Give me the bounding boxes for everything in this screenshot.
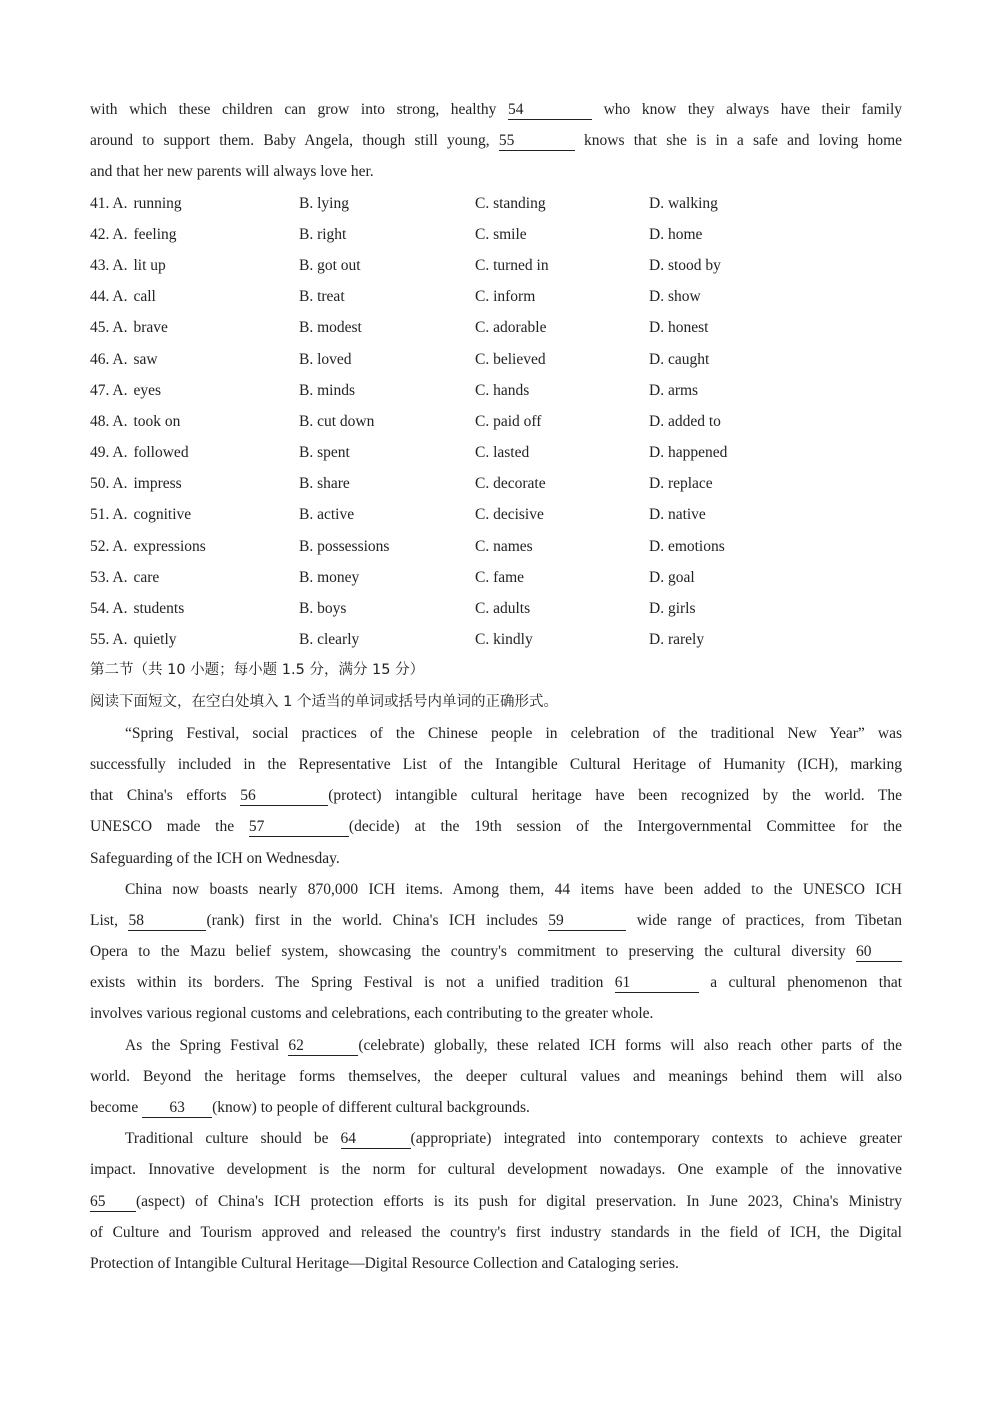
option-b: B. treat: [299, 288, 345, 306]
option-d: D. stood by: [649, 256, 721, 274]
p4-line: [90, 1186, 902, 1217]
option-d: D. caught: [649, 350, 710, 368]
question-number: 41. A.: [90, 194, 128, 212]
p3-line: [90, 1092, 902, 1123]
question-number: 47. A.: [90, 381, 128, 399]
p2-text: a cultural phenomenon that: [710, 974, 903, 992]
p1-line: “Spring Festival, social practices of the Chinese people in celebration of the traditional New Year” was: [125, 724, 902, 742]
option-b: B. minds: [299, 381, 355, 399]
passage-text: around to support them. Baby Angela, though still young,: [90, 132, 490, 150]
option-d: D. native: [649, 506, 706, 524]
passage-text: knows that she is in a safe and loving home: [584, 132, 902, 150]
option-a: [90, 499, 299, 530]
option-d: D. happened: [649, 444, 728, 462]
option-a-text: call: [133, 288, 156, 306]
p4-text: Traditional culture should be: [125, 1130, 329, 1148]
option-c: C. believed: [475, 350, 546, 368]
p2-line: China now boasts nearly 870,000 ICH items. Among them, 44 items have been added to the UNESCO ICH: [125, 880, 902, 898]
p1-line: successfully included in the Representative List of the Intangible Cultural Heritage of Humanity (ICH), marking: [90, 755, 902, 773]
p2-text: wide range of practices, from Tibetan: [636, 911, 903, 929]
option-b: B. boys: [299, 600, 347, 617]
passage-line: and that her new parents will always love her.: [90, 163, 374, 181]
blank-60: 60: [856, 943, 902, 962]
option-c: C. lasted: [475, 444, 530, 462]
option-d: D. rarely: [649, 631, 705, 649]
p3-text: (know) to people of different cultural backgrounds.: [212, 1099, 530, 1116]
p2-line: [90, 936, 902, 967]
passage-text: with which these children can grow into strong, healthy: [90, 101, 497, 118]
option-a: [90, 188, 299, 219]
p3-text: As the Spring Festival: [125, 1036, 280, 1054]
option-c: C. standing: [475, 194, 546, 212]
p3-text: become: [90, 1099, 139, 1116]
question-row: [90, 406, 902, 437]
option-d: D. arms: [649, 381, 699, 399]
blank-64: 64: [341, 1130, 411, 1149]
option-d: D. replace: [649, 475, 713, 493]
option-b: B. right: [299, 225, 347, 243]
question-row: [90, 499, 902, 530]
option-c: C. turned in: [475, 256, 549, 274]
blank-65: 65: [90, 1193, 136, 1212]
option-c: C. hands: [475, 381, 530, 399]
question-number: 42. A.: [90, 225, 128, 243]
option-a-text: eyes: [133, 381, 162, 399]
options-list: [90, 188, 902, 656]
p1-line: Safeguarding of the ICH on Wednesday.: [90, 849, 340, 867]
question-number: 45. A.: [90, 319, 128, 337]
option-d: D. honest: [649, 319, 709, 337]
option-c: C. paid off: [475, 412, 542, 430]
p3-line: [90, 1030, 902, 1061]
p1-text: (protect) intangible cultural heritage have been recognized by the world. The: [328, 787, 903, 805]
option-a: [90, 437, 299, 468]
option-b: B. got out: [299, 256, 361, 274]
question-number: 43. A.: [90, 256, 128, 274]
question-row: [90, 437, 902, 468]
section-heading: 第二节（共 10 小题；每小题 1.5 分，满分 15 分）: [90, 662, 425, 679]
question-number: 44. A.: [90, 288, 128, 306]
passage-line: [90, 94, 902, 125]
option-d: D. goal: [649, 568, 695, 586]
option-a-text: students: [133, 600, 185, 617]
p2-text: (rank) first in the world. China's ICH includes: [206, 911, 538, 929]
option-d: D. emotions: [649, 537, 725, 555]
option-a: [90, 312, 299, 343]
option-a: [90, 624, 299, 655]
option-a-text: running: [133, 194, 182, 212]
question-row: [90, 562, 902, 593]
p1-text: UNESCO made the: [90, 818, 235, 836]
exam-page: [90, 94, 902, 1279]
option-a: [90, 344, 299, 375]
p4-text: (appropriate) integrated into contemporary contexts to achieve greater: [410, 1130, 903, 1148]
question-row: [90, 375, 902, 406]
blank-59: 59: [548, 912, 626, 931]
option-a-text: care: [133, 568, 160, 586]
question-row: [90, 593, 902, 624]
question-number: 52. A.: [90, 537, 128, 555]
question-row: [90, 344, 902, 375]
blank-63: 63: [142, 1099, 212, 1118]
option-b: B. money: [299, 568, 360, 586]
passage-text: who know they always have their family: [603, 101, 903, 118]
passage-line: [90, 125, 902, 156]
blank-58: 58: [128, 912, 206, 931]
section-instruction: 阅读下面短文，在空白处填入 1 个适当的单词或括号内单词的正确形式。: [90, 693, 558, 710]
p1-line: [90, 780, 902, 811]
question-row: [90, 531, 902, 562]
option-b: B. cut down: [299, 412, 375, 430]
p3-line: world. Beyond the heritage forms themselves, the deeper cultural values and meanings behind them will also: [90, 1067, 902, 1085]
option-a: [90, 531, 299, 562]
option-a-text: took on: [133, 412, 181, 430]
option-a: [90, 219, 299, 250]
question-number: 51. A.: [90, 506, 128, 524]
option-b: B. modest: [299, 319, 362, 337]
option-b: B. loved: [299, 350, 352, 368]
option-c: C. kindly: [475, 631, 533, 649]
option-a: [90, 250, 299, 281]
option-b: B. active: [299, 506, 355, 524]
question-number: 53. A.: [90, 568, 128, 586]
blank-61: 61: [615, 974, 699, 993]
blank-54: 54: [508, 101, 592, 120]
option-c: C. inform: [475, 288, 536, 306]
option-a-text: cognitive: [133, 506, 192, 524]
question-row: [90, 219, 902, 250]
p4-text: (aspect) of China's ICH protection efforts is its push for digital preservation. In June 2023, China's Ministry: [136, 1192, 902, 1210]
blank-62: 62: [288, 1037, 358, 1056]
option-c: C. names: [475, 537, 533, 555]
option-d: D. show: [649, 288, 701, 306]
question-row: [90, 250, 902, 281]
p4-line: Protection of Intangible Cultural Heritage—Digital Resource Collection and Cataloging series.: [90, 1254, 679, 1272]
option-b: B. clearly: [299, 631, 360, 649]
question-row: [90, 624, 902, 655]
option-a-text: followed: [133, 444, 189, 462]
p2-line: [90, 905, 902, 936]
option-a-text: expressions: [133, 537, 206, 555]
option-a-text: brave: [133, 319, 168, 337]
question-number: 50. A.: [90, 475, 128, 493]
option-a-text: quietly: [133, 631, 177, 649]
option-a-text: lit up: [133, 256, 166, 274]
option-c: C. fame: [475, 568, 525, 586]
option-a: [90, 562, 299, 593]
option-c: C. smile: [475, 225, 527, 243]
option-a: [90, 593, 299, 624]
option-d: D. walking: [649, 194, 718, 212]
question-row: [90, 281, 902, 312]
option-b: B. spent: [299, 444, 350, 462]
p4-line: impact. Innovative development is the norm for cultural development nowadays. One example of the innovative: [90, 1161, 902, 1179]
option-a: [90, 375, 299, 406]
p2-text: Opera to the Mazu belief system, showcasing the country's commitment to preserving the cultural diversity: [90, 943, 846, 961]
option-b: B. possessions: [299, 537, 390, 555]
question-row: [90, 312, 902, 343]
option-a: [90, 281, 299, 312]
p4-line: of Culture and Tourism approved and released the country's first industry standards in the field of ICH, the Digital: [90, 1223, 902, 1241]
p2-text: List,: [90, 911, 118, 929]
p3-text: (celebrate) globally, these related ICH forms will also reach other parts of the: [358, 1036, 902, 1054]
option-a-text: saw: [133, 350, 158, 368]
option-c: C. decisive: [475, 506, 544, 524]
blank-55: 55: [499, 132, 575, 151]
option-a-text: feeling: [133, 225, 177, 243]
question-number: 48. A.: [90, 412, 128, 430]
p1-text: (decide) at the 19th session of the Intergovernmental Committee for the: [348, 818, 903, 836]
option-c: C. adults: [475, 600, 531, 617]
question-number: 49. A.: [90, 444, 128, 462]
option-b: B. share: [299, 475, 350, 493]
option-d: D. added to: [649, 412, 721, 430]
question-row: [90, 468, 902, 499]
blank-57: 57: [249, 818, 349, 837]
option-a-text: impress: [133, 475, 182, 493]
p2-line: [90, 967, 902, 998]
question-number: 55. A.: [90, 631, 128, 649]
option-d: D. girls: [649, 600, 696, 617]
option-a: [90, 406, 299, 437]
p1-text: that China's efforts: [90, 787, 227, 805]
question-row: [90, 188, 902, 219]
p2-line: involves various regional customs and celebrations, each contributing to the greater whole.: [90, 1005, 654, 1023]
option-a: [90, 468, 299, 499]
p4-line: [90, 1123, 902, 1154]
question-number: 46. A.: [90, 350, 128, 368]
option-d: D. home: [649, 225, 703, 243]
question-number: 54. A.: [90, 600, 128, 617]
option-c: C. decorate: [475, 475, 546, 493]
p2-text: exists within its borders. The Spring Festival is not a unified tradition: [90, 974, 604, 992]
option-b: B. lying: [299, 194, 349, 212]
p1-line: [90, 811, 902, 842]
blank-56: 56: [240, 787, 328, 806]
option-c: C. adorable: [475, 319, 547, 337]
